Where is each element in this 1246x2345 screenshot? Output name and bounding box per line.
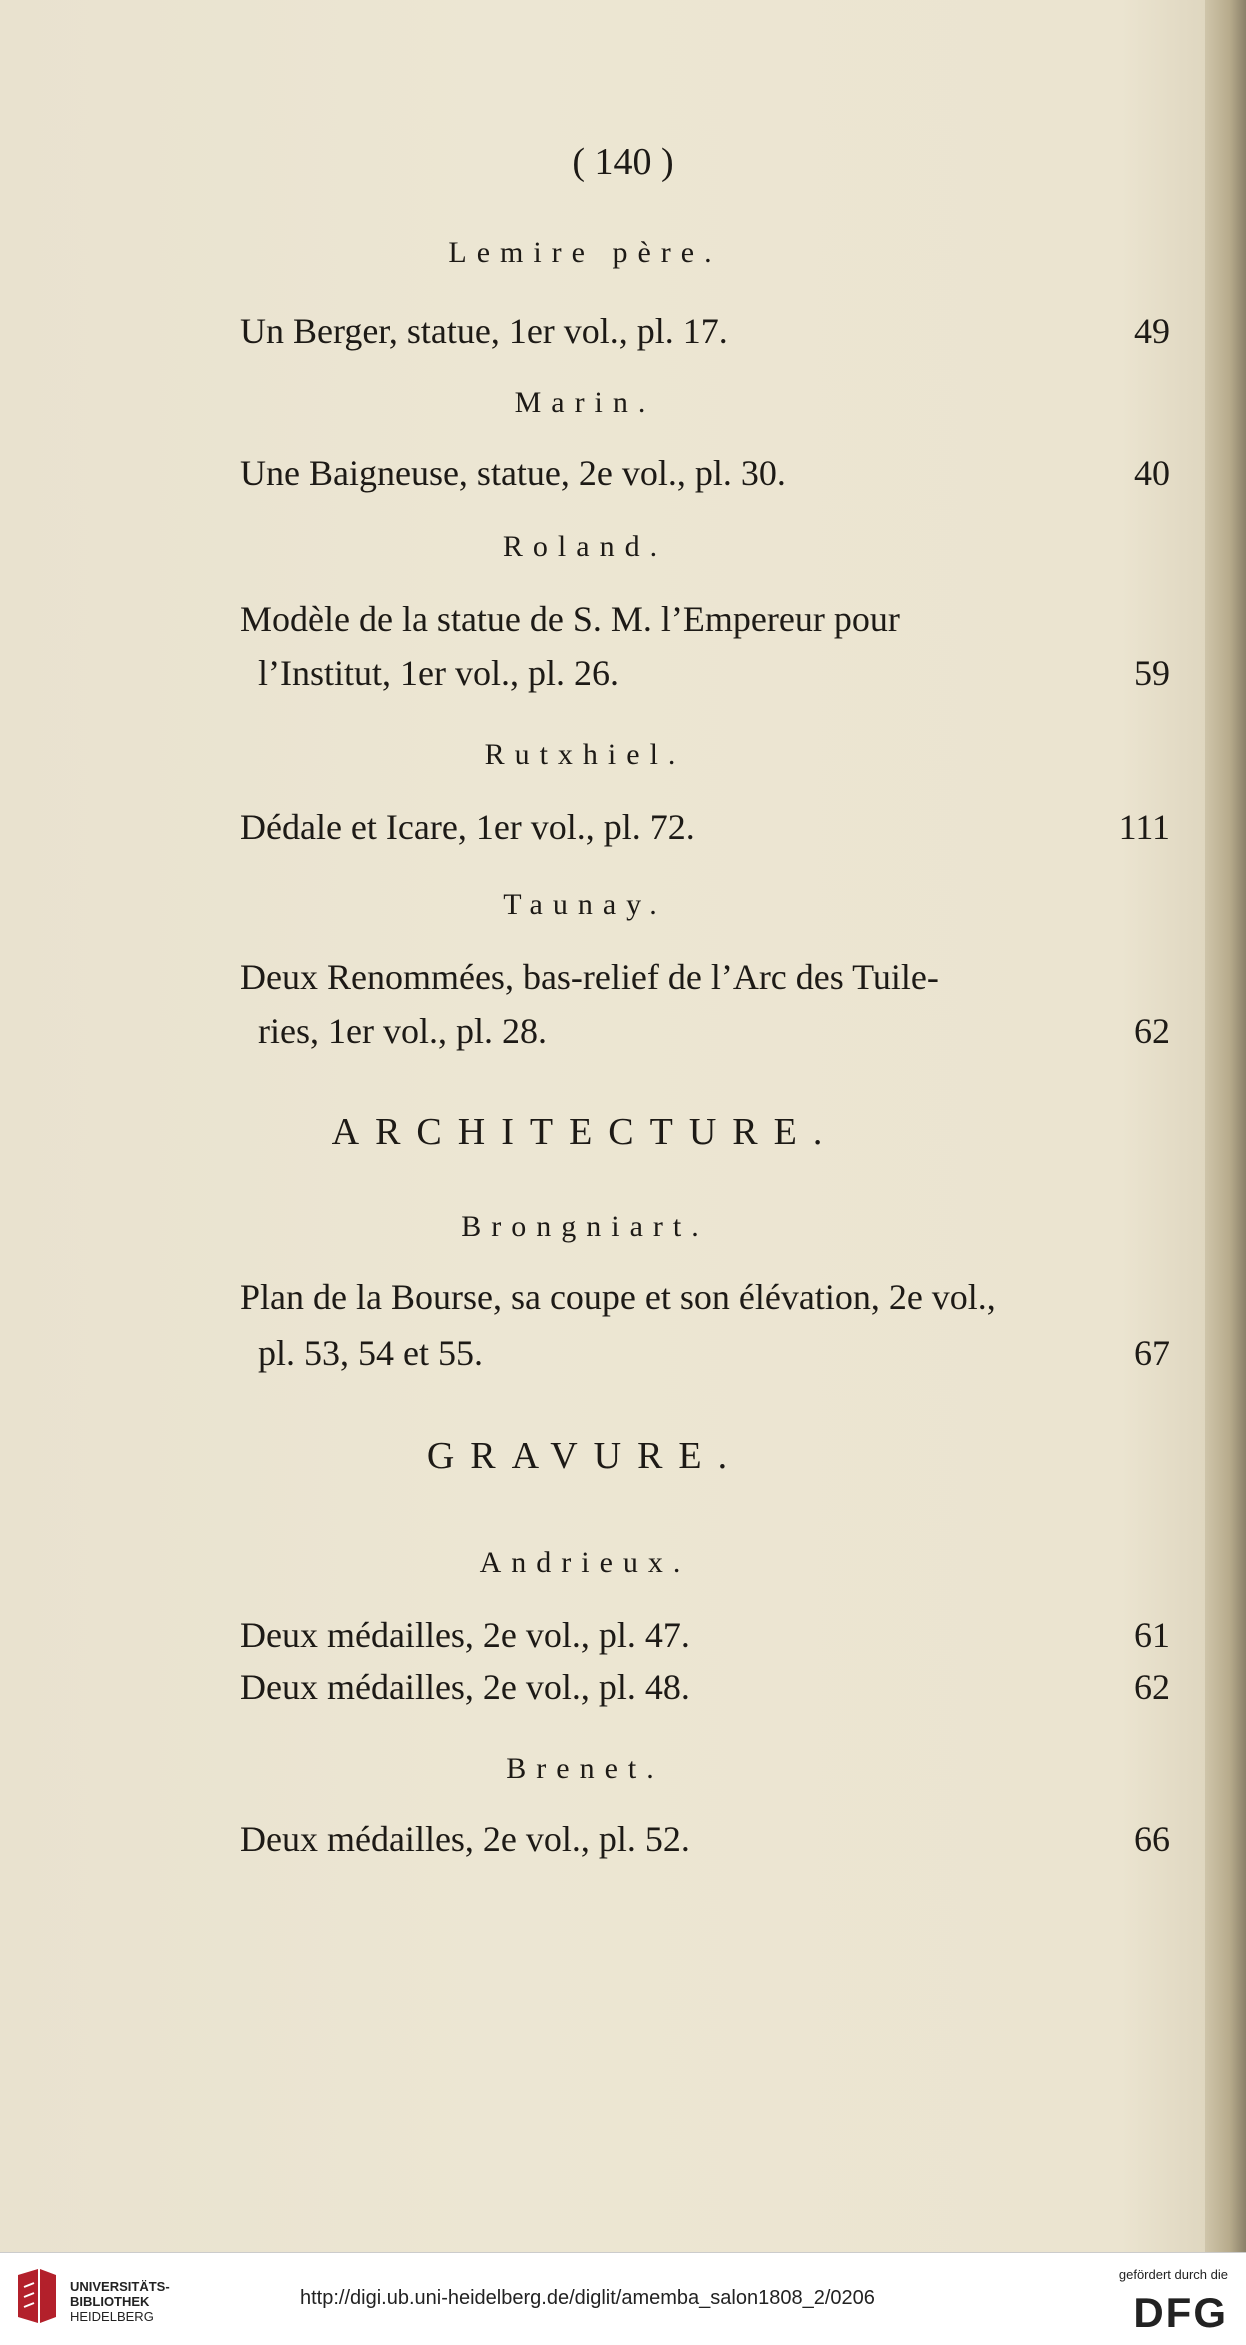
footer-bar bbox=[0, 2252, 1246, 2345]
heading-lemire: Lemire père. bbox=[448, 236, 722, 269]
heading-andrieux: Andrieux. bbox=[479, 1546, 691, 1579]
funded-by-label: gefördert durch die bbox=[1118, 2267, 1228, 2282]
page-edge bbox=[1205, 0, 1246, 2252]
entry-line: Deux médailles, 2e vol., pl. 48. 62 bbox=[240, 1667, 1170, 1707]
heading-rutxhiel: Rutxhiel. bbox=[484, 738, 686, 771]
entry-line: pl. 53, 54 et 55. 67 bbox=[258, 1333, 1170, 1373]
entry-line: ries, 1er vol., pl. 28. 62 bbox=[258, 1011, 1170, 1051]
heading-marin: Marin. bbox=[514, 386, 656, 419]
library-logo-icon bbox=[14, 2267, 60, 2327]
entry-line: Un Berger, statue, 1er vol., pl. 17. 49 bbox=[240, 311, 1170, 351]
heading-brenet: Brenet. bbox=[506, 1752, 664, 1785]
entry-line: Plan de la Bourse, sa coupe et son élévation, 2e vol., bbox=[240, 1277, 996, 1317]
section-gravure: GRAVURE. bbox=[426, 1435, 744, 1477]
library-name: UNIVERSITÄTS- BIBLIOTHEK HEIDELBERG bbox=[70, 2279, 170, 2324]
entry-line: Modèle de la statue de S. M. l’Empereur pour bbox=[240, 599, 900, 639]
page-number: ( 140 ) bbox=[572, 141, 674, 183]
heading-roland: Roland. bbox=[502, 530, 668, 563]
entry-line: Deux médailles, 2e vol., pl. 52. 66 bbox=[240, 1819, 1170, 1859]
entry-line: Deux médailles, 2e vol., pl. 47. 61 bbox=[240, 1615, 1170, 1655]
heading-taunay: Taunay. bbox=[503, 888, 667, 921]
entry-line: Une Baigneuse, statue, 2e vol., pl. 30. 40 bbox=[240, 453, 1170, 493]
entry-line: Deux Renommées, bas-relief de l’Arc des Tuile- bbox=[240, 957, 939, 997]
entry-line: l’Institut, 1er vol., pl. 26. 59 bbox=[258, 653, 1170, 693]
dfg-logo: DFG bbox=[1133, 2289, 1228, 2336]
section-architecture: ARCHITECTURE. bbox=[331, 1111, 839, 1153]
permalink-url[interactable]: http://digi.ub.uni-heidelberg.de/diglit/amemba_salon1808_2/0206 bbox=[300, 2287, 875, 2309]
entry-line: Dédale et Icare, 1er vol., pl. 72. 111 bbox=[240, 807, 1170, 847]
heading-brongniart: Brongniart. bbox=[461, 1210, 709, 1243]
